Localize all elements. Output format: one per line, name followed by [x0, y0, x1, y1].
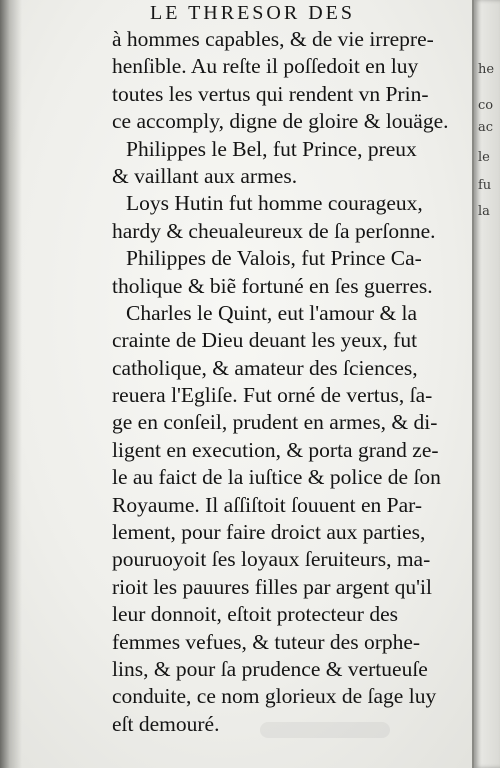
text-line: leur donnoit, eſtoit protecteur des	[112, 602, 398, 627]
text-line: henſible. Au reſte il poſſedoit en luy	[112, 54, 419, 79]
text-line: rioit les pauures filles par argent qu'il	[112, 574, 432, 599]
text-line: lement, pour faire droict aux parties,	[112, 520, 426, 545]
text-line: ligent en execution, & porta grand ze-	[112, 437, 439, 462]
text-line: Philippes le Bel, fut Prince, preux	[126, 136, 417, 161]
text-line: ge en conſeil, prudent en armes, & di-	[112, 410, 438, 435]
text-line: toutes les vertus qui rendent vn Prin-	[112, 81, 429, 106]
text-line: & vaillant aux armes.	[112, 163, 298, 188]
text-line: tholique & biẽ fortuné en ſes guerres.	[112, 273, 433, 298]
text-line: Charles le Quint, eut l'amour & la	[126, 300, 418, 325]
text-line: ce accomply, digne de gloire & louäge.	[112, 109, 449, 134]
text-line: à hommes capables, & de vie irrepre-	[112, 27, 434, 51]
text-line: hardy & cheualeureux de ſa perſonne.	[112, 218, 436, 243]
binding-gutter	[0, 0, 22, 768]
text-line: conduite, ce nom glorieux de ſage luy	[112, 684, 437, 709]
facing-page-fragment: la	[478, 204, 490, 219]
text-line: eſt demouré.	[112, 711, 220, 736]
text-line: pouruoyoit ſes loyaux ſeruiteurs, ma-	[112, 547, 431, 572]
facing-page-fragment: le	[478, 150, 490, 165]
facing-page-fragment: co	[478, 98, 494, 113]
text-line: Royaume. Il aſſiſtoit ſouuent en Par-	[112, 492, 423, 517]
facing-page-edge	[472, 0, 500, 768]
text-line: Philippes de Valois, fut Prince Ca-	[126, 246, 422, 271]
facing-page-fragment: he	[478, 62, 495, 77]
text-line: Loys Hutin fut homme courageux,	[126, 191, 423, 216]
text-line: catholique, & amateur des ſciences,	[112, 355, 418, 380]
show-through-smudge	[260, 722, 390, 738]
body-text	[112, 26, 472, 738]
text-line: crainte de Dieu deuant les yeux, fut	[112, 328, 418, 353]
facing-page-fragment: ac	[478, 120, 494, 135]
running-head: LE THRESOR DES	[150, 2, 355, 24]
text-line: le au faict de la iuſtice & police de ſon	[112, 465, 441, 490]
facing-page-fragment: fu	[478, 178, 492, 193]
text-line: lins, & pour ſa prudence & vertueuſe	[112, 656, 428, 681]
text-line: reuera l'Egliſe. Fut orné de vertus, ſa-	[112, 383, 433, 408]
text-line: femmes vefues, & tuteur des orphe-	[112, 629, 421, 654]
